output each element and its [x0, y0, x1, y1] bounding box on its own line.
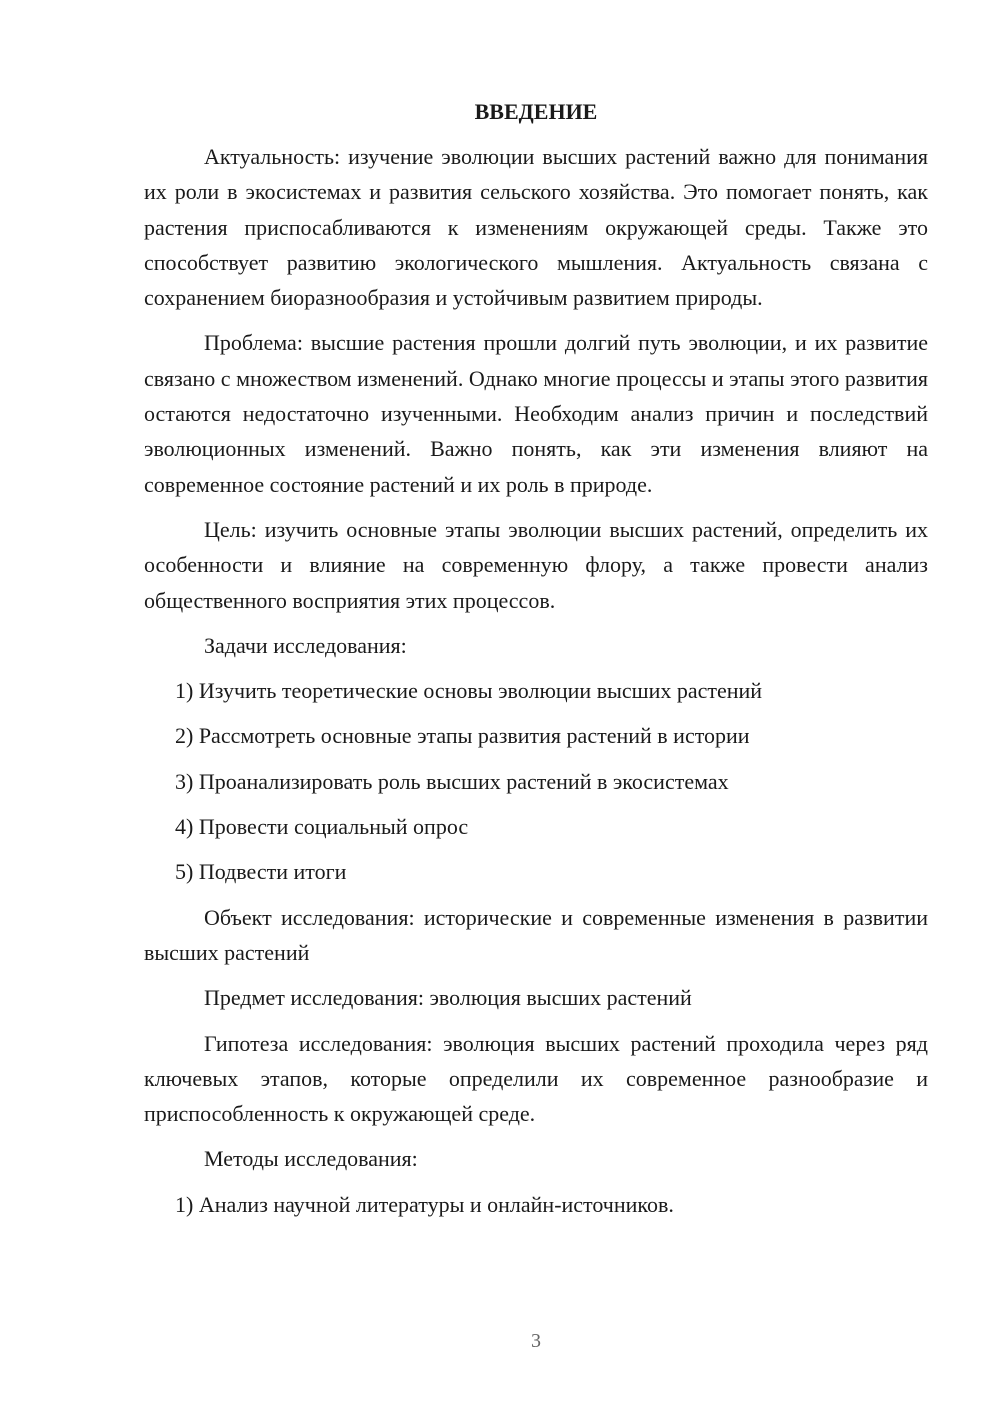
task-item-5: 5) Подвести итоги: [175, 859, 347, 885]
relevance-paragraph: Актуальность: изучение эволюции высших растений важно для понимания их роли в экосистемах и развития сельского хозяйства. Это помогает понять, как растения приспосабливаются к изменениям окружающей среды. Также это способствует развитию экологического мышления. Актуальность связана с сохранением биоразнообразия и устойчивым развитием природы.: [144, 144, 928, 311]
page-number: 3: [531, 1330, 541, 1352]
hypothesis-paragraph: Гипотеза исследования: эволюция высших растений проходила через ряд ключевых этапов, которые определили их современное разнообразие и приспособленность к окружающей среде.: [144, 1030, 928, 1127]
task-item-3: 3) Проанализировать роль высших растений в экосистемах: [175, 768, 729, 794]
methods-heading: Методы исследования:: [204, 1146, 418, 1172]
object-paragraph: Объект исследования: исторические и современные изменения в развитии высших растений: [144, 904, 928, 965]
method-item-1: 1) Анализ научной литературы и онлайн-источников.: [175, 1191, 674, 1217]
page-title: ВВЕДЕНИЕ: [474, 99, 598, 124]
problem-paragraph: Проблема: высшие растения прошли долгий путь эволюции, и их развитие связано с множеством изменений. Однако многие процессы и этапы этого развития остаются недостаточно изученными. Необходим анализ причин и последствий эволюционных изменений. Важно понять, как эти изменения влияют на современное состояние растений и их роль в природе.: [144, 330, 928, 497]
page-content: [144, 94, 928, 1232]
tasks-heading: Задачи исследования:: [204, 632, 407, 658]
subject-paragraph: Предмет исследования: эволюция высших растений: [204, 985, 692, 1011]
goal-paragraph: Цель: изучить основные этапы эволюции высших растений, определить их особенности и влияние на современную флору, а также провести анализ общественного восприятия этих процессов.: [144, 516, 928, 613]
task-item-2: 2) Рассмотреть основные этапы развития растений в истории: [175, 723, 750, 749]
task-item-1: 1) Изучить теоретические основы эволюции высших растений: [175, 678, 763, 704]
task-item-4: 4) Провести социальный опрос: [175, 814, 469, 840]
